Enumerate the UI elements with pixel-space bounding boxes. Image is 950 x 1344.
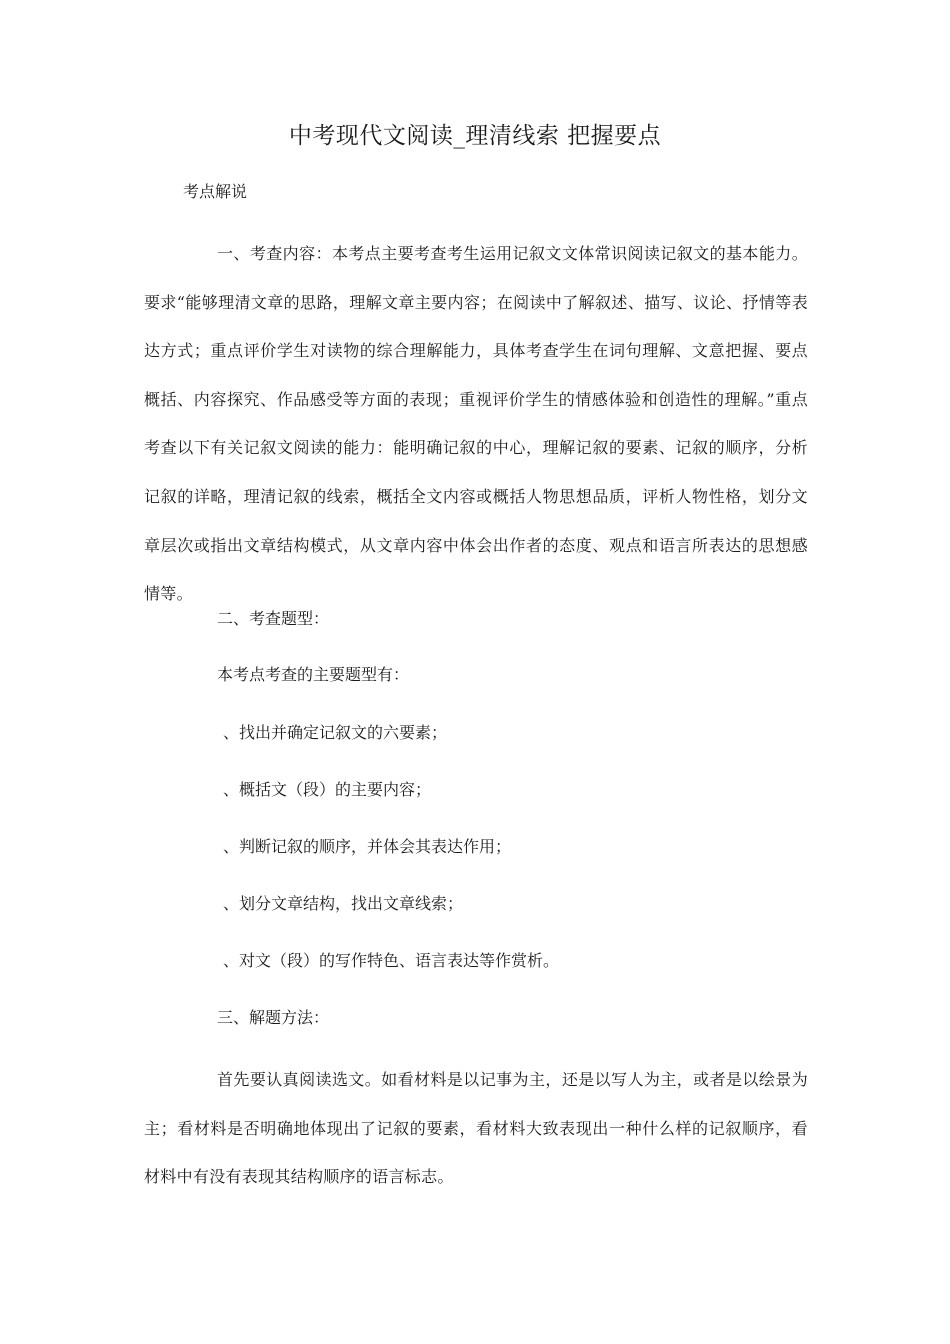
part3-paragraph-block [144, 1056, 808, 1202]
part1-paragraph-block [144, 230, 808, 619]
list-item: 、找出并确定记叙文的六要素； [223, 723, 448, 742]
part2-heading: 二、考查题型： [217, 609, 330, 628]
part3-paragraph: 首先要认真阅读选文。如看材料是以记事为主，还是以写人为主，或者是以绘景为主；看材料是否明确地体现出了记叙的要素，看材料大致表现出一种什么样的记叙顺序，看材料中有没有表现其结构顺序的语言标志。 [144, 1070, 808, 1187]
part2-intro: 本考点考查的主要题型有： [217, 665, 410, 684]
list-item: 、概括文（段）的主要内容； [223, 780, 432, 799]
list-item: 、对文（段）的写作特色、语言表达等作赏析。 [223, 951, 560, 970]
list-item: 、判断记叙的顺序，并体会其表达作用； [223, 837, 512, 856]
list-item: 、划分文章结构，找出文章线索； [223, 894, 464, 913]
part1-paragraph: 一、考查内容：本考点主要考查考生运用记叙文文体常识阅读记叙文的基本能力。要求“能够理清文章的思路，理解文章主要内容；在阅读中了解叙述、描写、议论、抒情等表达方式；重点评价学生对读物的综合理解能力，具体考查学生在词句理解、文意把握、要点概括、内容探究、作品感受等方面的表现；重视评价学生的情感体验和创造性的理解。”重点考查以下有关记叙文阅读的能力：能明确记叙的中心，理解记叙的要素、记叙的顺序，分析记叙的详略，理清记叙的线索，概括全文内容或概括人物思想品质，评析人物性格，划分文章层次或指出文章结构模式，从文章内容中体会出作者的态度、观点和语言所表达的思想感情等。 [144, 244, 808, 604]
document-title: 中考现代文阅读_理清线索 把握要点 [288, 123, 662, 149]
part3-heading: 三、解题方法： [217, 1008, 330, 1027]
section-label: 考点解说 [183, 182, 248, 201]
